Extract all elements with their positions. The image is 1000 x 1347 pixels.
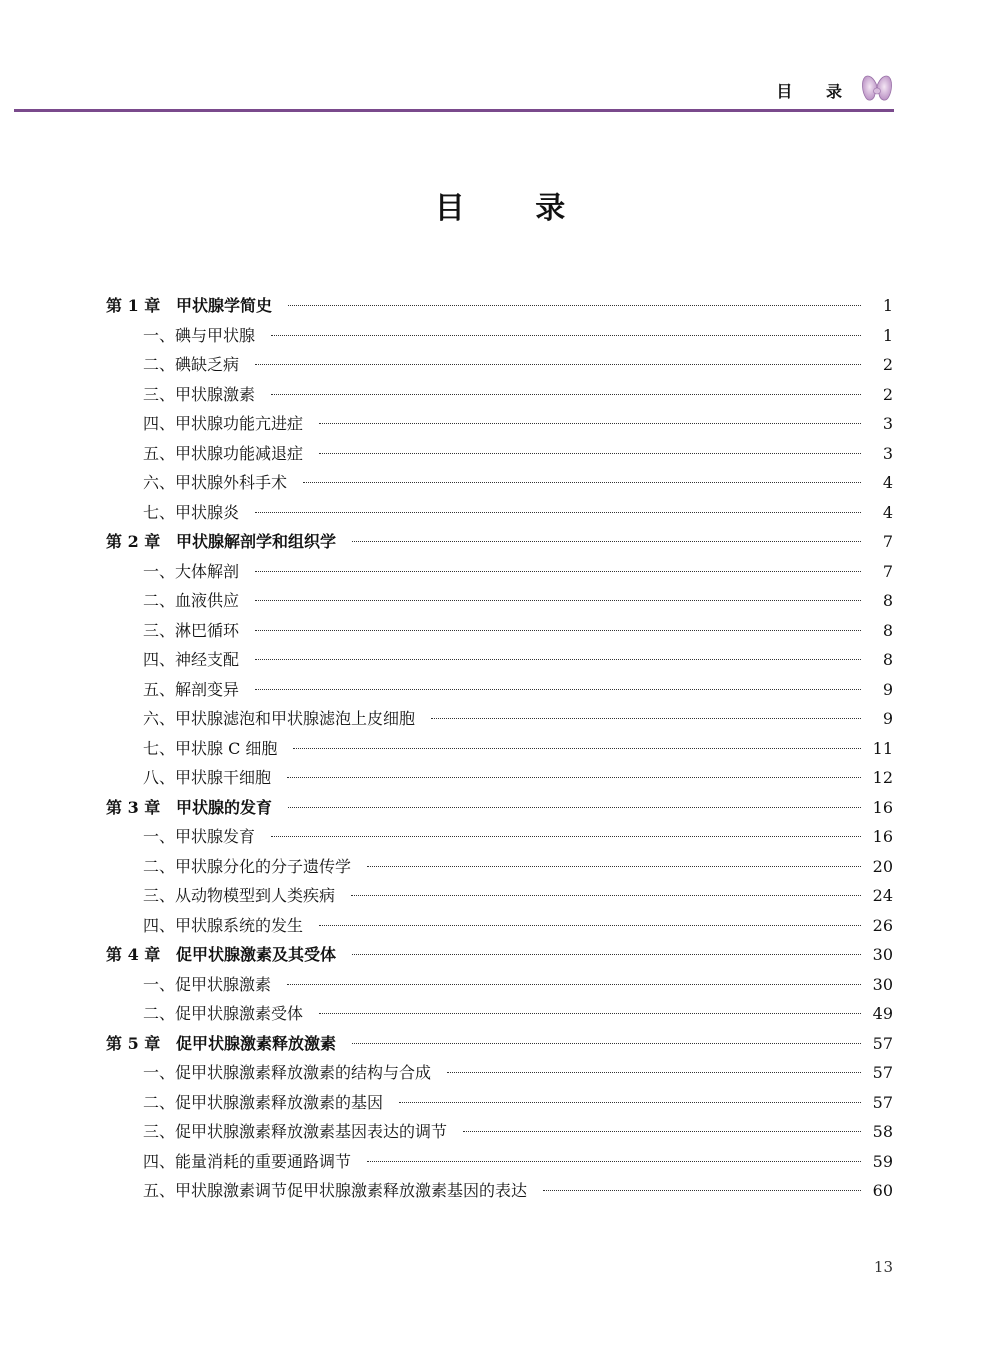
toc-chapter-number: 第 4 章 <box>106 945 161 964</box>
toc-page-number: 30 <box>872 945 893 964</box>
dot-leader <box>255 364 861 365</box>
toc-section-entry[interactable] <box>106 852 893 882</box>
toc-page-number: 49 <box>872 1004 893 1023</box>
toc-page-number: 8 <box>882 591 893 610</box>
page-title: 目 录 <box>434 191 596 226</box>
dot-leader <box>255 571 861 572</box>
toc-section-entry[interactable] <box>106 498 893 528</box>
toc-chapter-number: 第 1 章 <box>106 296 161 315</box>
toc-entry-title: 促甲状腺激素释放激素 <box>176 1033 337 1053</box>
table-of-contents <box>106 291 893 1206</box>
dot-leader <box>399 1102 861 1103</box>
toc-page-number: 57 <box>872 1092 893 1112</box>
toc-page-number: 8 <box>882 620 893 640</box>
toc-section-entry[interactable] <box>106 999 893 1029</box>
toc-section-entry[interactable] <box>106 409 893 439</box>
toc-section-entry[interactable] <box>106 557 893 587</box>
dot-leader <box>319 925 861 926</box>
toc-page-number: 57 <box>872 1063 893 1082</box>
toc-page-number: 12 <box>872 768 893 787</box>
toc-chapter-number: 第 3 章 <box>106 797 161 817</box>
toc-chapter-entry[interactable] <box>106 793 893 823</box>
toc-entry-title: 四、甲状腺系统的发生 <box>143 915 304 935</box>
toc-entry-title: 甲状腺解剖学和组织学 <box>176 532 337 551</box>
toc-page-number: 16 <box>872 827 893 846</box>
dot-leader <box>352 1043 861 1044</box>
toc-entry-title: 七、甲状腺 C 细胞 <box>143 738 278 758</box>
toc-section-entry[interactable] <box>106 881 893 911</box>
toc-page-number: 2 <box>882 384 893 404</box>
toc-section-entry[interactable] <box>106 468 893 498</box>
toc-chapter-number: 第 2 章 <box>106 532 161 551</box>
dot-leader <box>288 807 861 808</box>
toc-entry-title: 六、甲状腺滤泡和甲状腺滤泡上皮细胞 <box>143 709 416 728</box>
toc-entry-title: 二、促甲状腺激素释放激素的基因 <box>143 1092 384 1112</box>
dot-leader <box>255 512 861 513</box>
toc-page-number: 24 <box>872 886 893 905</box>
dot-leader <box>271 394 861 395</box>
dot-leader <box>352 954 861 955</box>
dot-leader <box>431 718 861 719</box>
toc-section-entry[interactable] <box>106 911 893 941</box>
toc-section-entry[interactable] <box>106 439 893 469</box>
toc-entry-title: 二、血液供应 <box>143 591 240 610</box>
toc-entry-title: 三、淋巴循环 <box>143 620 240 640</box>
toc-entry-title: 五、甲状腺功能减退症 <box>143 443 304 463</box>
toc-page-number: 4 <box>882 473 893 492</box>
toc-section-entry[interactable] <box>106 1117 893 1147</box>
toc-section-entry[interactable] <box>106 321 893 351</box>
thyroid-icon <box>860 72 894 104</box>
toc-page-number: 7 <box>882 561 893 581</box>
dot-leader <box>287 984 861 985</box>
dot-leader <box>319 1013 861 1014</box>
dot-leader <box>288 305 861 306</box>
toc-section-entry[interactable] <box>106 734 893 764</box>
dot-leader <box>319 453 861 454</box>
dot-leader <box>255 659 861 660</box>
dot-leader <box>293 748 861 749</box>
header-rule <box>14 109 894 112</box>
toc-entry-title: 五、解剖变异 <box>143 679 240 699</box>
toc-page-number: 2 <box>882 355 893 374</box>
toc-entry-title: 六、甲状腺外科手术 <box>143 473 288 492</box>
running-header-label: 目 录 <box>776 82 856 101</box>
toc-chapter-entry[interactable] <box>106 1029 893 1059</box>
toc-chapter-entry[interactable] <box>106 291 893 321</box>
toc-section-entry[interactable] <box>106 350 893 380</box>
toc-page-number: 30 <box>872 974 893 994</box>
toc-entry-title: 二、甲状腺分化的分子遗传学 <box>143 856 352 876</box>
toc-entry-title: 四、能量消耗的重要通路调节 <box>143 1151 352 1171</box>
toc-page-number: 20 <box>872 856 893 876</box>
dot-leader <box>447 1072 861 1073</box>
toc-entry-title: 四、神经支配 <box>143 650 240 669</box>
toc-page-number: 1 <box>882 296 893 315</box>
toc-page-number: 3 <box>882 443 893 463</box>
dot-leader <box>352 541 861 542</box>
toc-page-number: 26 <box>872 915 893 935</box>
toc-page-number: 58 <box>872 1122 893 1141</box>
dot-leader <box>303 482 861 483</box>
toc-entry-title: 甲状腺的发育 <box>176 797 273 817</box>
toc-entry-title: 二、碘缺乏病 <box>143 355 240 374</box>
dot-leader <box>319 423 861 424</box>
toc-section-entry[interactable] <box>106 704 893 734</box>
toc-entry-title: 促甲状腺激素及其受体 <box>176 945 337 964</box>
toc-section-entry[interactable] <box>106 586 893 616</box>
toc-entry-title: 七、甲状腺炎 <box>143 502 240 522</box>
toc-entry-title: 五、甲状腺激素调节促甲状腺激素释放激素基因的表达 <box>143 1181 528 1200</box>
toc-section-entry[interactable] <box>106 1058 893 1088</box>
toc-entry-title: 一、甲状腺发育 <box>143 827 256 846</box>
toc-entry-title: 三、促甲状腺激素释放激素基因表达的调节 <box>143 1122 448 1141</box>
toc-entry-title: 一、碘与甲状腺 <box>143 325 256 345</box>
toc-page-number: 8 <box>882 650 893 669</box>
running-header <box>14 70 894 112</box>
toc-entry-title: 一、促甲状腺激素释放激素的结构与合成 <box>143 1063 432 1082</box>
toc-page-number: 9 <box>882 679 893 699</box>
toc-entry-title: 四、甲状腺功能亢进症 <box>143 414 304 433</box>
toc-page-number: 59 <box>872 1151 893 1171</box>
toc-section-entry[interactable] <box>106 970 893 1000</box>
toc-entry-title: 二、促甲状腺激素受体 <box>143 1004 304 1023</box>
toc-section-entry[interactable] <box>106 763 893 793</box>
toc-entry-title: 三、甲状腺激素 <box>143 384 256 404</box>
dot-leader <box>543 1190 861 1191</box>
dot-leader <box>463 1131 861 1132</box>
toc-page-number: 4 <box>882 502 893 522</box>
dot-leader <box>255 630 861 631</box>
toc-page-number: 3 <box>882 414 893 433</box>
toc-section-entry[interactable] <box>106 380 893 410</box>
toc-page-number: 16 <box>872 797 893 817</box>
toc-chapter-entry[interactable] <box>106 527 893 557</box>
dot-leader <box>367 1161 861 1162</box>
dot-leader <box>255 689 861 690</box>
toc-page-number: 9 <box>882 709 893 728</box>
dot-leader <box>271 836 861 837</box>
toc-chapter-entry[interactable] <box>106 940 893 970</box>
toc-page-number: 57 <box>872 1033 893 1053</box>
toc-section-entry[interactable] <box>106 616 893 646</box>
toc-section-entry[interactable] <box>106 1176 893 1206</box>
page-number: 13 <box>873 1258 893 1276</box>
toc-section-entry[interactable] <box>106 645 893 675</box>
toc-section-entry[interactable] <box>106 822 893 852</box>
dot-leader <box>367 866 861 867</box>
dot-leader <box>351 895 861 896</box>
toc-entry-title: 八、甲状腺干细胞 <box>143 768 272 787</box>
toc-page-number: 7 <box>882 532 893 551</box>
toc-section-entry[interactable] <box>106 675 893 705</box>
toc-page-number: 11 <box>872 738 893 758</box>
toc-entry-title: 一、大体解剖 <box>143 561 240 581</box>
toc-entry-title: 三、从动物模型到人类疾病 <box>143 886 336 905</box>
toc-section-entry[interactable] <box>106 1147 893 1177</box>
toc-page-number: 1 <box>882 325 893 345</box>
toc-chapter-number: 第 5 章 <box>106 1033 161 1053</box>
dot-leader <box>287 777 861 778</box>
toc-entry-title: 一、促甲状腺激素 <box>143 974 272 994</box>
toc-entry-title: 甲状腺学简史 <box>176 296 273 315</box>
dot-leader <box>255 600 861 601</box>
dot-leader <box>271 335 861 336</box>
toc-page-number: 60 <box>872 1181 893 1200</box>
toc-section-entry[interactable] <box>106 1088 893 1118</box>
